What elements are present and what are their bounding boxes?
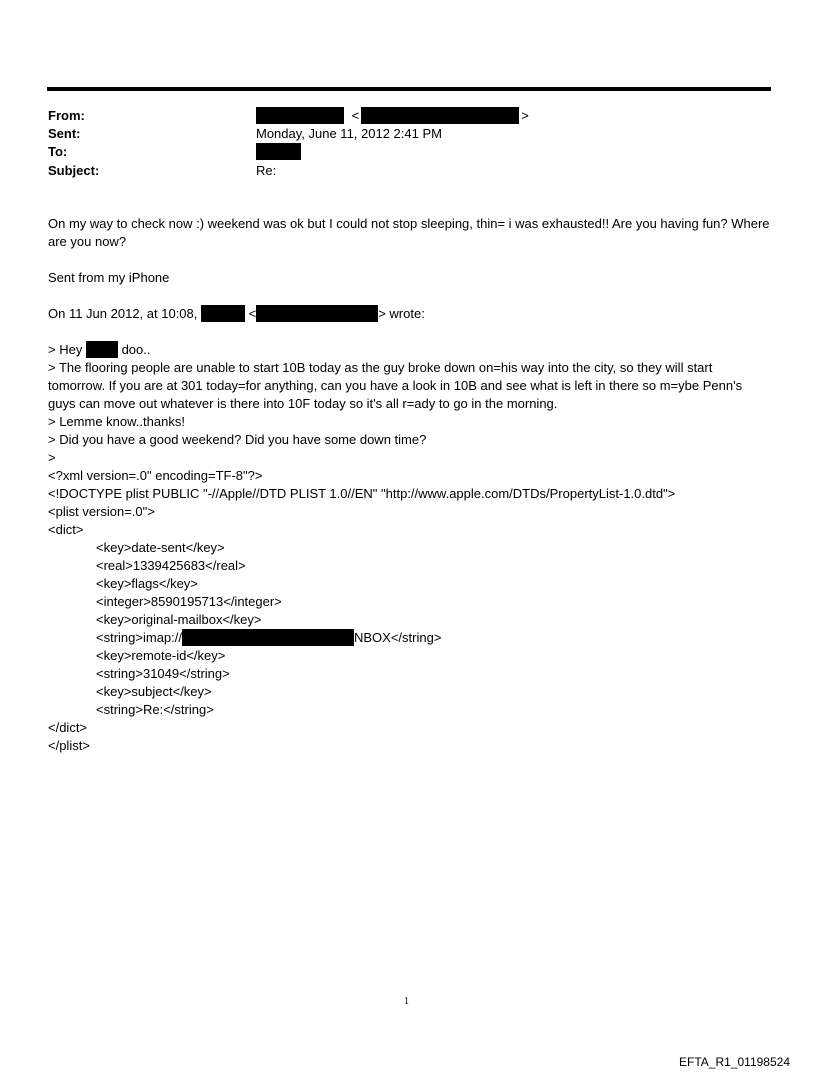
bates-number: EFTA_R1_01198524 [679, 1055, 790, 1069]
quoted-message [48, 341, 773, 755]
dict-close: </dict> [48, 720, 88, 735]
from-label: From: [48, 108, 85, 123]
to-value [256, 143, 301, 161]
quote-intro-lt: < [248, 306, 257, 321]
weekend-text: > Did you have a good weekend? Did you have some down time? [48, 432, 427, 447]
header-rule [47, 87, 771, 91]
quote-intro-prefix: On 11 Jun 2012, at 10:08, [48, 306, 198, 321]
redaction-box [256, 143, 301, 160]
redaction-box [201, 305, 245, 322]
to-row [48, 143, 248, 161]
dict-line: <key>flags</key> [96, 576, 198, 591]
dict-open: <dict> [48, 522, 84, 537]
sent-label: Sent: [48, 126, 81, 141]
signature [48, 269, 773, 287]
dict-line: <string>31049</string> [96, 666, 230, 681]
doctype-line: <!DOCTYPE plist PUBLIC "-//Apple//DTD PLIST 1.0//EN" "http://www.apple.com/DTDs/PropertyList-1.0.dtd"> [48, 486, 676, 501]
dict-line: <key>subject</key> [96, 684, 212, 699]
hey-suffix: doo.. [121, 342, 151, 357]
dict-line: <key>remote-id</key> [96, 648, 226, 663]
hey-prefix: > Hey [48, 342, 83, 357]
reply-text: On my way to check now :) weekend was ok but I could not stop sleeping, thin= i was exhausted!! Are you having fun? Where are you now? [48, 216, 770, 249]
imap-suffix: NBOX</string> [354, 630, 442, 645]
subject-row [48, 162, 277, 180]
signature-text: Sent from my iPhone [48, 270, 170, 285]
quote-intro [48, 305, 773, 323]
dict-line: <string>Re:</string> [96, 702, 214, 717]
dict-line: <key>original-mailbox</key> [96, 612, 262, 627]
from-row [48, 107, 529, 125]
redaction-box [256, 305, 378, 322]
subject-value: Re: [256, 163, 277, 178]
message-paragraph [48, 215, 773, 251]
imap-line [48, 629, 773, 647]
lemme-text: > Lemme know..thanks! [48, 414, 185, 429]
redaction-box [361, 107, 519, 124]
redaction-box [86, 341, 118, 358]
dict-line: <integer>8590195713</integer> [96, 594, 282, 609]
from-lt: < [351, 108, 360, 123]
page-number: 1 [404, 996, 409, 1007]
subject-label: Subject: [48, 163, 100, 178]
plist-close: </plist> [48, 738, 90, 753]
from-gt: > [521, 108, 529, 123]
sent-row [48, 125, 442, 143]
imap-prefix: <string>imap:// [96, 630, 182, 645]
to-label: To: [48, 144, 68, 159]
quote-marker: > [48, 450, 56, 465]
redaction-box [256, 107, 344, 124]
redaction-box [182, 629, 354, 646]
sent-value: Monday, June 11, 2012 2:41 PM [256, 126, 442, 141]
plist-open: <plist version=.0"> [48, 504, 155, 519]
xml-declaration: <?xml version=.0" encoding=TF-8"?> [48, 468, 263, 483]
flooring-text: > The flooring people are unable to start 10B today as the guy broke down on=his way into the city, so they will start tomorrow. If you are at 301 today=for anything, can you have a look in 10B and see what is left in there so m=ybe Penn's guys can move out whatever is there into 10F today so it's all r=ady to go in the morning. [48, 360, 743, 411]
quote-intro-suffix: > wrote: [378, 306, 425, 321]
dict-line: <real>1339425683</real> [96, 558, 246, 573]
from-value [256, 107, 529, 125]
dict-line: <key>date-sent</key> [96, 540, 225, 555]
